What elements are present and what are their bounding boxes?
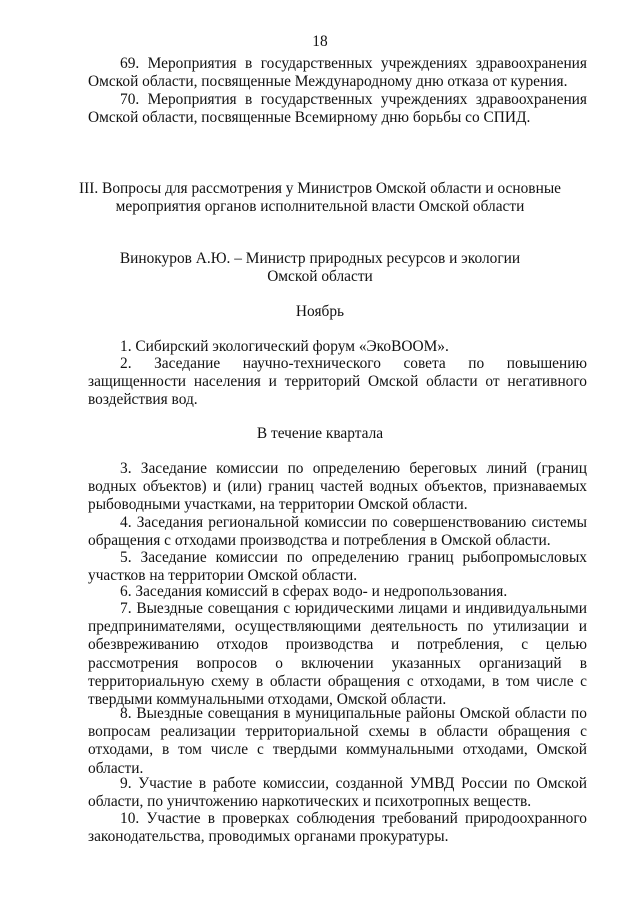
list-item-10: 10. Участие в проверках соблюдения требований природоохранного законодательства, проводимых органами прокуратуры. (88, 810, 587, 846)
month-heading-november: Ноябрь (295, 303, 345, 320)
list-item-5: 5. Заседание комиссии по определению границ рыбопромысловых участков на территории Омской области. (88, 549, 587, 585)
list-item-69: 69. Мероприятия в государственных учреждениях здравоохранения Омской области, посвященные Международному дню отказа от курения. (88, 55, 587, 91)
minister-line-2: Омской области (267, 268, 373, 285)
list-item-3: 3. Заседание комиссии по определению береговых линий (границ водных объектов) и (или) границ частей водных объектов, признаваемых рыбоводными участками, на территории Омской области. (88, 460, 587, 514)
list-item-7: 7. Выездные совещания с юридическими лицами и индивидуальными предпринимателями, осуществляющими деятельность по утилизации и обезвреживанию отходов производства и потребления, с целью рассмотрения вопросов о включении указанных организаций в территориальную схему в области обращения с отходами, в том числе с твердыми коммунальными отходами, Омской области. (88, 600, 587, 709)
list-item-4: 4. Заседания региональной комиссии по совершенствованию системы обращения с отходами производства и потребления в Омской области. (88, 514, 587, 550)
minister-line-1: Винокуров А.Ю. – Министр природных ресурсов и экологии (119, 250, 521, 267)
page-number: 18 (312, 33, 328, 50)
list-item-9: 9. Участие в работе комиссии, созданной УМВД России по Омской области, по уничтожению наркотических и психотропных веществ. (88, 775, 587, 811)
list-item-6: 6. Заседания комиссий в сферах водо- и недропользования. (120, 583, 508, 600)
quarter-heading: В течение квартала (256, 425, 384, 442)
section-heading-line-2: мероприятия органов исполнительной власти Омской области (115, 198, 525, 215)
list-item-2: 2. Заседание научно-технического совета по повышению защищенности населения и территорий Омской области от негативного воздействия вод. (88, 355, 587, 409)
list-item-1: 1. Сибирский экологический форум «ЭкоВООМ». (120, 338, 449, 355)
section-heading-line-1: III. Вопросы для рассмотрения у Министров Омской области и основные (78, 180, 561, 197)
list-item-70: 70. Мероприятия в государственных учреждениях здравоохранения Омской области, посвященные Всемирному дню борьбы со СПИД. (88, 91, 587, 127)
list-item-8: 8. Выездные совещания в муниципальные районы Омской области по вопросам реализации территориальной схемы в области обращения с отходами, в том числе с твердыми коммунальными отходами, Омской области. (88, 705, 587, 777)
